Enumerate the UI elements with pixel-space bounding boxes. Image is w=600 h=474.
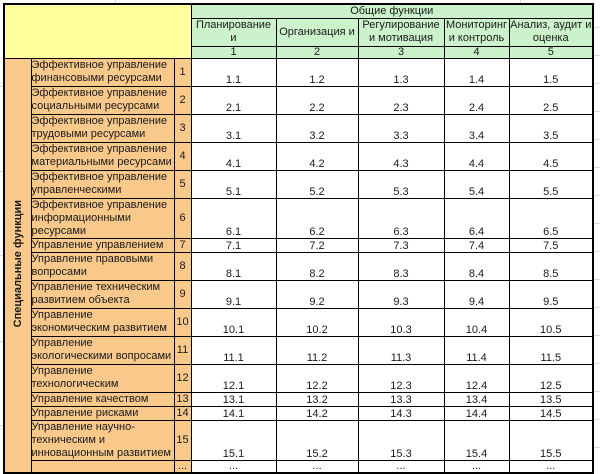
table-row xyxy=(4,238,593,252)
value-cell[interactable]: 13.5 xyxy=(509,392,593,406)
table-row xyxy=(4,336,593,364)
table-row xyxy=(4,142,593,170)
value-cell[interactable]: 10.3 xyxy=(358,308,444,336)
value-cell[interactable]: 5.3 xyxy=(358,170,444,198)
row-number-cell[interactable]: ... xyxy=(174,460,191,473)
value-cell[interactable]: 8.5 xyxy=(509,252,593,280)
value-cell[interactable]: 4.3 xyxy=(358,142,444,170)
value-cell[interactable]: 14.4 xyxy=(444,406,509,420)
value-cell[interactable]: 12.1 xyxy=(191,364,276,392)
value-cell[interactable]: 13.1 xyxy=(191,392,276,406)
general-functions-header[interactable]: Общие функции xyxy=(191,4,593,18)
table-row xyxy=(4,114,593,142)
value-cell[interactable]: 13.2 xyxy=(276,392,358,406)
value-cell[interactable]: 9.3 xyxy=(358,280,444,308)
value-cell[interactable]: 12.3 xyxy=(358,364,444,392)
value-cell[interactable]: 1.5 xyxy=(509,58,593,86)
value-cell[interactable]: 3.5 xyxy=(509,114,593,142)
value-cell[interactable]: 4.1 xyxy=(191,142,276,170)
column-number-cell[interactable]: 4 xyxy=(444,46,509,58)
value-cell[interactable]: ... xyxy=(444,460,509,473)
row-number-cell[interactable]: 14 xyxy=(174,406,191,420)
value-cell[interactable]: 5.5 xyxy=(509,170,593,198)
value-cell[interactable]: 2.4 xyxy=(444,86,509,114)
margin-gridlines-right xyxy=(594,0,600,474)
value-cell[interactable]: 9.4 xyxy=(444,280,509,308)
value-cell[interactable]: 5.1 xyxy=(191,170,276,198)
value-cell[interactable]: 15.2 xyxy=(276,420,358,460)
value-cell[interactable]: 2.5 xyxy=(509,86,593,114)
value-cell[interactable]: 1.1 xyxy=(191,58,276,86)
value-cell[interactable]: 8.2 xyxy=(276,252,358,280)
value-cell[interactable]: 3.2 xyxy=(276,114,358,142)
special-functions-label: Специальные функции xyxy=(11,199,24,328)
row-label-cell[interactable]: Управление управлением xyxy=(31,238,174,252)
value-cell[interactable]: 12.5 xyxy=(509,364,593,392)
value-cell[interactable]: 1.4 xyxy=(444,58,509,86)
table-row xyxy=(4,308,593,336)
value-cell[interactable]: 15.5 xyxy=(509,420,593,460)
value-cell[interactable]: 7.5 xyxy=(509,238,593,252)
value-cell[interactable]: 5.2 xyxy=(276,170,358,198)
row-label-cell[interactable]: Управление правовыми вопросами xyxy=(31,252,174,280)
row-number-cell[interactable]: 12 xyxy=(174,364,191,392)
row-number-cell[interactable]: 8 xyxy=(174,252,191,280)
row-label-cell[interactable]: Эффективное управление управленческими xyxy=(31,170,174,198)
value-cell[interactable]: 12.4 xyxy=(444,364,509,392)
row-label-cell[interactable]: Эффективное управление финансовыми ресурсами xyxy=(31,58,174,86)
table-row xyxy=(4,406,593,420)
value-cell[interactable]: 2.1 xyxy=(191,86,276,114)
value-cell[interactable]: 6.2 xyxy=(276,198,358,238)
row-number-cell[interactable]: 9 xyxy=(174,280,191,308)
value-cell[interactable]: 2.3 xyxy=(358,86,444,114)
value-cell[interactable]: 8.4 xyxy=(444,252,509,280)
value-cell[interactable]: 6.5 xyxy=(509,198,593,238)
value-cell[interactable]: ... xyxy=(358,460,444,473)
value-cell[interactable]: 7.4 xyxy=(444,238,509,252)
value-cell[interactable]: 13.4 xyxy=(444,392,509,406)
value-cell[interactable]: 14.3 xyxy=(358,406,444,420)
row-number-cell[interactable]: 11 xyxy=(174,336,191,364)
corner-cell[interactable] xyxy=(4,4,191,58)
row-label-cell[interactable]: Управление рисками xyxy=(31,406,174,420)
value-cell[interactable]: 4.4 xyxy=(444,142,509,170)
row-label-cell[interactable]: Эффективное управление трудовыми ресурсами xyxy=(31,114,174,142)
value-cell[interactable]: 3.4 xyxy=(444,114,509,142)
value-cell[interactable]: 9.2 xyxy=(276,280,358,308)
row-label-cell[interactable]: Эффективное управление информационными ресурсами xyxy=(31,198,174,238)
table-row xyxy=(4,280,593,308)
column-header-organization[interactable]: Организация и xyxy=(276,18,358,46)
table-body xyxy=(4,58,593,473)
table-row xyxy=(4,252,593,280)
row-number-cell[interactable]: 3 xyxy=(174,114,191,142)
functions-matrix-table xyxy=(3,3,594,474)
value-cell[interactable]: 7.1 xyxy=(191,238,276,252)
column-number-cell[interactable]: 2 xyxy=(276,46,358,58)
row-number-cell[interactable]: 2 xyxy=(174,86,191,114)
value-cell[interactable]: 10.5 xyxy=(509,308,593,336)
value-cell[interactable]: 8.3 xyxy=(358,252,444,280)
table-row xyxy=(4,460,593,473)
value-cell[interactable]: 3.3 xyxy=(358,114,444,142)
row-number-cell[interactable]: 13 xyxy=(174,392,191,406)
value-cell[interactable]: 12.2 xyxy=(276,364,358,392)
column-header-analysis[interactable]: Анализ, аудит и оценка xyxy=(510,19,592,44)
value-cell[interactable]: 6.3 xyxy=(358,198,444,238)
value-cell[interactable]: 15.4 xyxy=(444,420,509,460)
row-label-cell[interactable]: Эффективное управление социальными ресурсами xyxy=(31,86,174,114)
table-row xyxy=(4,364,593,392)
row-label-cell[interactable]: Управление технологическим xyxy=(31,364,174,392)
row-number-cell[interactable]: 5 xyxy=(174,170,191,198)
value-cell[interactable]: ... xyxy=(509,460,593,473)
value-cell[interactable]: 15.1 xyxy=(191,420,276,460)
value-cell[interactable]: 2.2 xyxy=(276,86,358,114)
value-cell[interactable]: 14.5 xyxy=(509,406,593,420)
value-cell[interactable]: 1.2 xyxy=(276,58,358,86)
table-row xyxy=(4,170,593,198)
value-cell[interactable]: 10.4 xyxy=(444,308,509,336)
row-label-cell[interactable]: Эффективное управление материальными ресурсами xyxy=(31,142,174,170)
column-number-cell[interactable]: 3 xyxy=(358,46,444,58)
column-header-planning[interactable]: Планирование и xyxy=(191,18,276,46)
value-cell[interactable]: 11.4 xyxy=(444,336,509,364)
value-cell[interactable]: 3.1 xyxy=(191,114,276,142)
value-cell[interactable]: 7.2 xyxy=(276,238,358,252)
value-cell[interactable]: 10.1 xyxy=(191,308,276,336)
value-cell[interactable]: 11.3 xyxy=(358,336,444,364)
value-cell[interactable]: 9.1 xyxy=(191,280,276,308)
row-label-cell[interactable] xyxy=(31,460,174,473)
value-cell[interactable]: 1.3 xyxy=(358,58,444,86)
value-cell[interactable]: 4.5 xyxy=(509,142,593,170)
value-cell[interactable]: ... xyxy=(276,460,358,473)
row-number-cell[interactable]: 1 xyxy=(174,58,191,86)
value-cell[interactable]: ... xyxy=(191,460,276,473)
table-row-general-header xyxy=(4,4,593,18)
value-cell[interactable]: 14.1 xyxy=(191,406,276,420)
value-cell[interactable]: 11.5 xyxy=(509,336,593,364)
table-row xyxy=(4,420,593,460)
row-label-cell[interactable]: Управление экологическими вопросами xyxy=(31,336,174,364)
row-number-cell[interactable]: 10 xyxy=(174,308,191,336)
row-number-cell[interactable]: 7 xyxy=(174,238,191,252)
value-cell[interactable]: 4.2 xyxy=(276,142,358,170)
table-row xyxy=(4,58,593,86)
value-cell[interactable]: 14.2 xyxy=(276,406,358,420)
value-cell[interactable]: 7.3 xyxy=(358,238,444,252)
table-row xyxy=(4,86,593,114)
row-label-cell[interactable]: Управление научно-техническим и инновационным развитием xyxy=(31,420,174,460)
column-header-regulation[interactable]: Регулирование и мотивация xyxy=(358,18,444,46)
row-number-cell[interactable]: 4 xyxy=(174,142,191,170)
value-cell[interactable]: 15.3 xyxy=(358,420,444,460)
table-row xyxy=(4,198,593,238)
column-header-monitoring[interactable]: Мониторинг и контроль xyxy=(445,19,507,44)
row-number-cell[interactable]: 6 xyxy=(174,198,191,238)
value-cell[interactable]: 11.2 xyxy=(276,336,358,364)
value-cell[interactable]: 10.2 xyxy=(276,308,358,336)
value-cell[interactable]: 6.4 xyxy=(444,198,509,238)
value-cell[interactable]: 11.1 xyxy=(191,336,276,364)
column-number-cell[interactable]: 1 xyxy=(191,46,276,58)
column-number-cell[interactable]: 5 xyxy=(509,46,593,58)
value-cell[interactable]: 13.3 xyxy=(358,392,444,406)
value-cell[interactable]: 5.4 xyxy=(444,170,509,198)
value-cell[interactable]: 6.1 xyxy=(191,198,276,238)
row-label-cell[interactable]: Управление экономическим развитием xyxy=(31,308,174,336)
value-cell[interactable]: 8.1 xyxy=(191,252,276,280)
special-functions-header[interactable] xyxy=(4,58,31,473)
row-number-cell[interactable]: 15 xyxy=(174,420,191,460)
row-label-cell[interactable]: Управление качеством xyxy=(31,392,174,406)
value-cell[interactable]: 9.5 xyxy=(509,280,593,308)
row-label-cell[interactable]: Управление техническим развитием объекта xyxy=(31,280,174,308)
table-row xyxy=(4,392,593,406)
